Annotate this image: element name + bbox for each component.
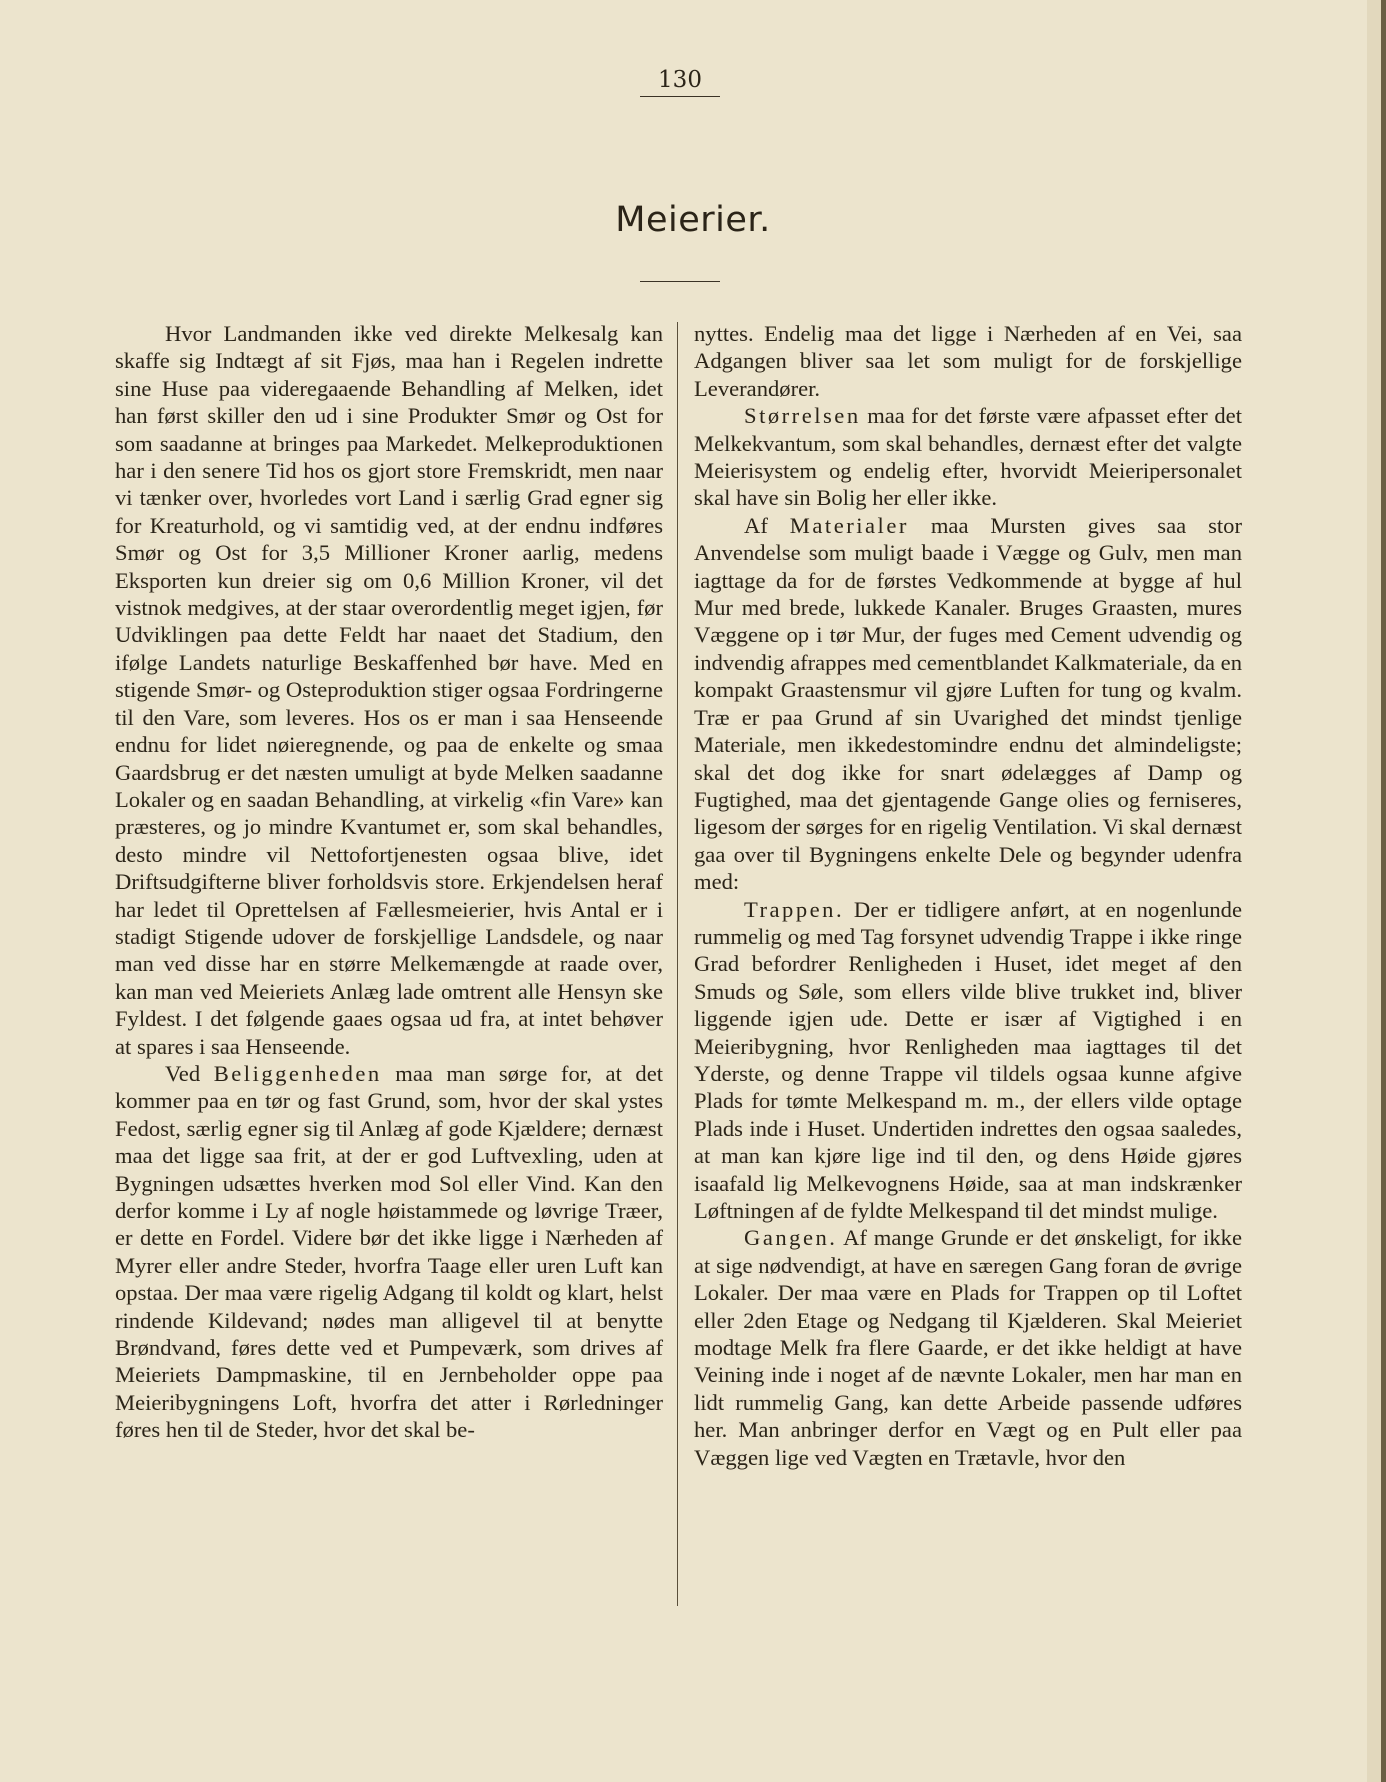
paragraph-prefix: Ved — [165, 1060, 214, 1086]
paragraph-text: Af mange Grunde er det ønskeligt, for ikke at sige nødvendigt, at have en særegen Gang foran de øvrige Lokaler. Der maa være en Plads for Trappen op til Loftet eller 2den Etage og Nedgang til Kjælderen. Skal Meieriet modtage Melk fra flere Gaarde, er det ikke heldigt at have Veining inde i noget af de nævnte Lokaler, men har man en lidt rummelig Gang, kan dette Arbeide passende udføres her. Man anbringer derfor en Vægt og en Pult eller paa Væggen lige ved Vægten en Trætavle, hvor den — [694, 1225, 1242, 1470]
page-number-rule — [640, 96, 720, 97]
paragraph-heading: Beliggenheden — [213, 1060, 382, 1086]
left-column — [115, 320, 663, 1444]
paragraph — [115, 1060, 663, 1444]
paragraph — [694, 1224, 1242, 1471]
column-divider — [677, 322, 678, 1606]
paragraph-heading: Trappen. — [744, 896, 845, 922]
page-number: 130 — [658, 67, 702, 93]
right-column — [694, 320, 1242, 1471]
paragraph — [694, 896, 1242, 1225]
paragraph-text: maa for det første være afpasset efter det Melkekvantum, som skal behandles, dernæst efter det valgte Meierisystem og endelig efter, hvorvidt Meieripersonalet skal have sin Bolig her eller ikke. — [694, 403, 1242, 511]
paragraph — [694, 512, 1242, 896]
page-edge — [1367, 0, 1381, 1782]
paragraph: nyttes. Endelig maa det ligge i Nærheden af en Vei, saa Adgangen bliver saa let som muligt for de forskjellige Leverandører. — [694, 321, 1242, 401]
paragraph-prefix: Af — [744, 512, 790, 538]
paragraph-text: Der er tidligere anført, at en nogenlunde rummelig og med Tag forsynet udvendig Trappe i ikke ringe Grad befordrer Renligheden i Huset, idet meget af den Smuds og Søle, som ellers vilde blive trukket ind, bliver liggende igjen ude. Dette er især af Vigtighed i en Meieribygning, hvor Renligheden maa iagttages til det Yderste, og denne Trappe vil tildels ogsaa kunne afgive Plads for tømte Melkespand m. m., der ellers vilde optage Plads inde i Huset. Undertiden indrettes den ogsaa saaledes, at man kan kjøre lige ind til den, og dens Høide gjøres isaafald lig Melkevognens Høide, saa at man indskrænker Løftningen af de fyldte Melkespand til det mindst mulige. — [694, 896, 1242, 1223]
paragraph-text: maa man sørge for, at det kommer paa en tør og fast Grund, som, hvor der skal ystes Fedost, særlig egner sig til Anlæg af gode Kjældere; dernæst maa det ligge saa frit, at der er god Luftvexling, uden at Bygningen udsættes hverken mod Sol eller Vind. Kan den derfor komme i Ly af nogle høistammede og løvrige Træer, er dette en Fordel. Videre bør det ikke ligge i Nærheden af Myrer eller andre Steder, hvorfra Taage eller uren Luft kan opstaa. Der maa være rigelig Adgang til koldt og klart, helst rindende Kildevand; nødes man alligevel til at benytte Brøndvand, føres dette ved et Pumpeværk, som drives af Meieriets Dampmaskine, til en Jernbeholder oppe paa Meieribygningens Loft, hvorfra det atter i Rørledninger føres hen til de Steder, hvor det skal be- — [115, 1060, 663, 1443]
paragraph: Hvor Landmanden ikke ved direkte Melkesalg kan skaffe sig Indtægt af sit Fjøs, maa han i Regelen indrette sine Huse paa videregaaende Behandling af Melken, idet han først skiller den ud i sine Produkter Smør og Ost for som saadanne at bringes paa Markedet. Melkeproduktionen har i den senere Tid hos os gjort store Fremskridt, men naar vi tænker over, hvorledes vort Land i særlig Grad egner sig for Kreaturhold, og vi samtidig ved, at der endnu indføres Smør og Ost for 3,5 Millioner Kroner aarlig, medens Eksporten kun dreier sig om 0,6 Million Kroner, vil det vistnok medgives, at der staar overordentlig meget igjen, før Udviklingen paa dette Feldt har naaet det Stadium, den ifølge Landets naturlige Beskaffenhed bør have. Med en stigende Smør- og Osteproduktion stiger ogsaa Fordringerne til den Vare, som leveres. Hos os er man i saa Henseende endnu for lidet nøieregnende, og paa de enkelte og smaa Gaardsbrug er det næsten umuligt at byde Melken saadanne Lokaler og en saadan Behandling, at virkelig «fin Vare» kan præsteres, og jo mindre Kvantumet er, som skal behandles, desto mindre vil Nettofortjenesten ogsaa blive, idet Driftsudgifterne bliver forholdsvis store. Erkjendelsen heraf har ledet til Oprettelsen af Fællesmeierier, hvis Antal er i stadigt Stigende udover de forskjellige Landsdele, og naar man ved disse har en større Melkemængde at raade over, kan man ved Meieriets Anlæg lade omtrent alle Hensyn ske Fyldest. I det følgende gaaes ogsaa ud fra, at intet behøver at spares i saa Henseende. — [115, 321, 663, 1059]
title-rule — [640, 281, 720, 282]
paragraph-text: maa Mursten gives saa stor Anvendelse som muligt baade i Vægge og Gulv, men man iagttage da for de førstes Vedkommende at bygge af hul Mur med brede, lukkede Kanaler. Bruges Graasten, mures Væggene op i tør Mur, der fuges med Cement udvendig og indvendig afrappes med cementblandet Kalkmateriale, da en kompakt Graastensmur vil gjøre Luften for tung og kvalm. Træ er paa Grund af sin Uvarighed det mindst tjenlige Materiale, men ikkedestomindre endnu det almindeligste; skal det dog ikke for snart ødelægges af Damp og Fugtighed, maa det gjentagende Gange olies og ferniseres, ligesom der sørges for en rigelig Ventilation. Vi skal dernæst gaa over til Bygningens enkelte Dele og begynder udenfra med: — [694, 512, 1242, 895]
paragraph-heading: Størrelsen — [744, 403, 861, 429]
paragraph-heading: Gangen. — [744, 1225, 838, 1251]
paragraph-heading: Materialer — [789, 512, 909, 538]
paragraph — [694, 402, 1242, 512]
section-title: Meierier. — [615, 200, 771, 240]
book-edge — [1381, 0, 1386, 1782]
